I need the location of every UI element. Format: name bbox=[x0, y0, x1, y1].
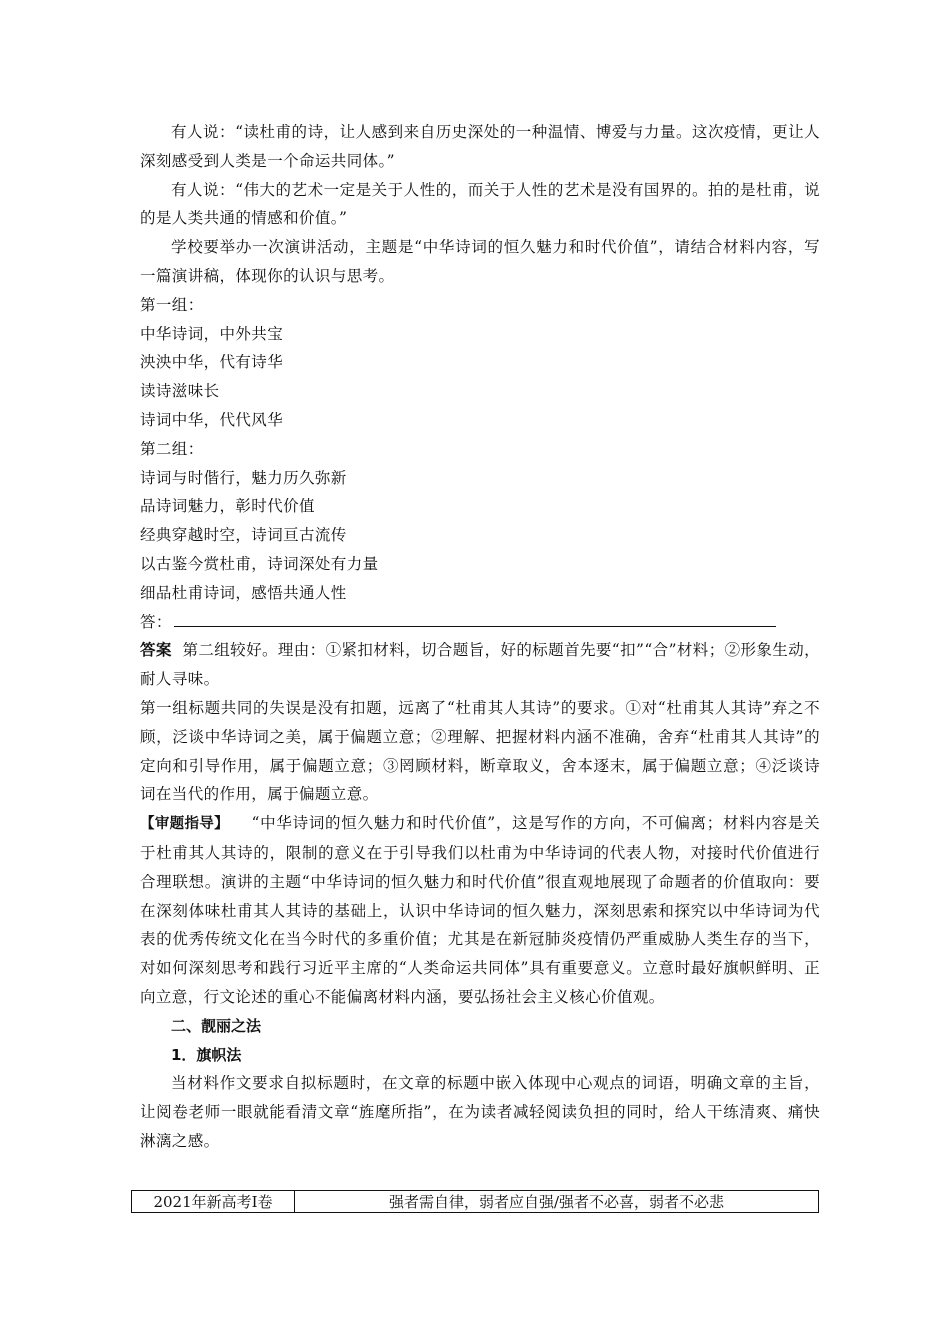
group2-title: 品诗词魅力，彰时代价值 bbox=[140, 497, 315, 516]
group2-title: 细品杜甫诗词，感悟共通人性 bbox=[140, 583, 347, 602]
group1-title: 中华诗词，中外共宝 bbox=[140, 324, 284, 343]
guide-paragraph bbox=[140, 809, 820, 1012]
answer-prompt: 答： bbox=[140, 612, 172, 631]
group1-title: 诗词中华，代代风华 bbox=[140, 410, 284, 429]
group2-label: 第二组： bbox=[140, 439, 204, 458]
group1-title: 读诗滋味长 bbox=[140, 382, 220, 401]
table-row bbox=[132, 1191, 819, 1213]
section-heading: 二、靓丽之法 bbox=[171, 1016, 262, 1035]
answer-paragraph bbox=[140, 636, 820, 694]
group1-label: 第一组： bbox=[140, 295, 204, 314]
section-sub-heading: 1．旗帜法 bbox=[171, 1045, 242, 1064]
answer-blank-row bbox=[140, 608, 820, 637]
table-cell-source: 2021年新高考Ⅰ卷 bbox=[132, 1191, 295, 1213]
answer-analysis: 第一组标题共同的失误是没有扣题，远离了“杜甫其人其诗”的要求。①对“杜甫其人其诗”弃之不顾，泛谈中华诗词之美，属于偏题立意；②理解、把握材料内涵不准确，舍弃“杜甫其人其诗”的定向和引导作用，属于偏题立意；③罔顾材料，断章取义，舍本逐末，属于偏题立意；④泛谈诗词在当代的作用，属于偏题立意。 bbox=[140, 698, 820, 804]
group2-title: 以古鉴今赏杜甫，诗词深处有力量 bbox=[140, 554, 379, 573]
quote-paragraph-1: 有人说：“读杜甫的诗，让人感到来自历史深处的一种温情、博爱与力量。这次疫情，更让人深刻感受到人类是一个命运共同体。” bbox=[140, 123, 820, 170]
answer-label: 答案 bbox=[140, 640, 172, 660]
table-cell-title: 强者需自律，弱者应自强/强者不必喜，弱者不必悲 bbox=[295, 1191, 819, 1213]
answer-blank-line[interactable] bbox=[174, 610, 776, 627]
answer-text: 第二组较好。理由：①紧扣材料，切合题旨，好的标题首先要“扣”“合”材料；②形象生动，耐人寻味。 bbox=[140, 641, 820, 689]
group2-title: 诗词与时偕行，魅力历久弥新 bbox=[140, 468, 347, 487]
document-body bbox=[140, 118, 820, 1156]
group2-title: 经典穿越时空，诗词亘古流传 bbox=[140, 526, 347, 545]
prompt-paragraph: 学校要举办一次演讲活动，主题是“中华诗词的恒久魅力和时代价值”，请结合材料内容，写一篇演讲稿，体现你的认识与思考。 bbox=[140, 238, 820, 285]
example-table bbox=[131, 1190, 819, 1213]
guide-label: 【审题指导】 bbox=[140, 816, 229, 833]
group1-title: 泱泱中华，代有诗华 bbox=[140, 353, 284, 372]
guide-text: “中华诗词的恒久魅力和时代价值”，这是写作的方向，不可偏离；材料内容是关于杜甫其人其诗的，限制的意义在于引导我们以杜甫为中华诗词的代表人物，对接时代价值进行合理联想。演讲的主题“中华诗词的恒久魅力和时代价值”很直观地展现了命题者的价值取向：要在深刻体味杜甫其人其诗的基础上，认识中华诗词的恒久魅力，深刻思索和探究以中华诗词为代表的优秀传统文化在当今时代的多重价值；尤其是在新冠肺炎疫情仍严重威胁人类生存的当下，对如何深刻思考和践行习近平主席的“人类命运共同体”具有重要意义。立意时最好旗帜鲜明、正向立意，行文论述的重心不能偏离材料内涵，要弘扬社会主义核心价值观。 bbox=[140, 814, 820, 1006]
section-body: 当材料作文要求自拟标题时，在文章的标题中嵌入体现中心观点的词语，明确文章的主旨，让阅卷老师一眼就能看清文章“旌麾所指”，在为读者减轻阅读负担的同时，给人干练清爽、痛快淋漓之感。 bbox=[140, 1074, 820, 1150]
quote-paragraph-2: 有人说：“伟大的艺术一定是关于人性的，而关于人性的艺术是没有国界的。拍的是杜甫，说的是人类共通的情感和价值。” bbox=[140, 180, 820, 228]
